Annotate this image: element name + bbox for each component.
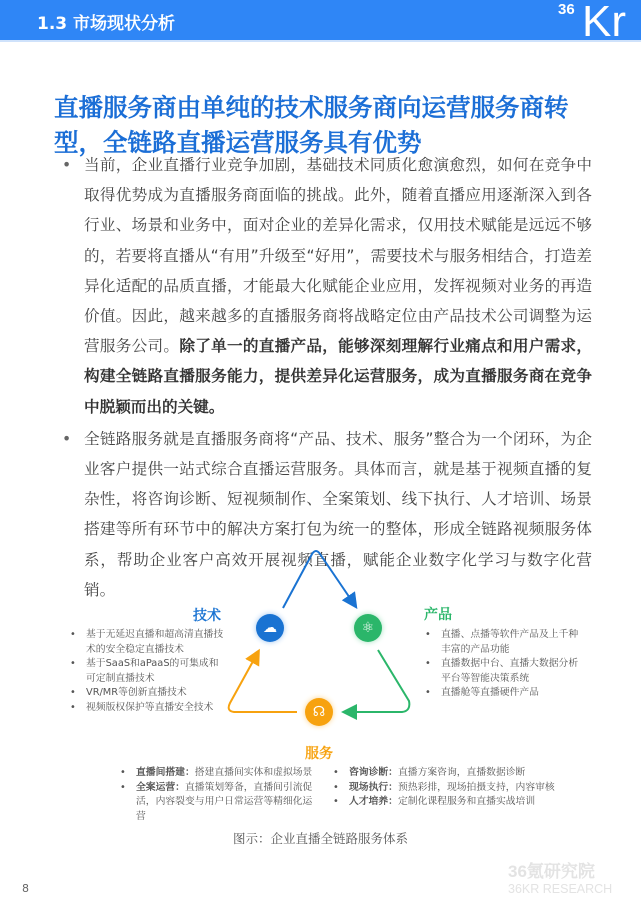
list-item: • 直播、点播等软件产品及上千种丰富的产品功能 bbox=[422, 628, 582, 657]
paragraph-2: • 全链路服务就是直播服务商将“产品、技术、服务”整合为一个闭环，为企业客户提供一站式综合直播运营服务。具体而言，就是基于视频直播的复杂性，将咨询诊断、短视频制作、全案策划、线下执行、人才培训、场景搭建等所有环节中的解决方案打包为统一的整体，形成全链路视频服务体系，帮助企业客户高效开展视频直播，赋能企业数字化学习与数字化营销。 bbox=[60, 424, 592, 605]
header-bar: 1.3 市场现状分析 36 Kr bbox=[0, 0, 641, 42]
list-item: • 咨询诊断：直播方案咨询，直播数据诊断 bbox=[330, 766, 560, 781]
list-item: • 现场执行：预热彩排，现场拍摄支持，内容审核 bbox=[330, 781, 560, 796]
product-heading: 产品 bbox=[424, 607, 452, 623]
tech-list bbox=[67, 628, 227, 715]
page-title: 直播服务商由单纯的技术服务商向运营服务商转型，全链路直播运营服务具有优势 bbox=[54, 93, 569, 157]
list-item: • 直播数据中台、直播大数据分析平台等智能决策系统 bbox=[422, 657, 582, 686]
cloud-icon: ☁ bbox=[256, 614, 284, 642]
list-item: • 基于SaaS和aPaaS的可集成和可定制直播技术 bbox=[67, 657, 227, 686]
atom-icon: ⚛ bbox=[354, 614, 382, 642]
arrow-product-to-service bbox=[347, 650, 409, 712]
paragraph-1: • 当前，企业直播行业竞争加剧，基础技术同质化愈演愈烈，如何在竞争中取得优势成为直播服务商面临的挑战。此外，随着直播应用逐渐深入到各行业、场景和业务中，面对企业的差异化需求，仅用技术赋能是远远不够的，若要将直播从“有用”升级至“好用”，需要技术与服务相结合，打造差异化适配的品质直播，才能最大化赋能企业应用，发挥视频对业务的再造价值。因此，越来越多的直播服务商将战略定位由产品技术公司调整为运营服务公司。除了单一的直播产品，能够深刻理解行业痛点和用户需求，构建全链路直播服务能力，提供差异化运营服务，成为直播服务商在竞争中脱颖而出的关键。 bbox=[60, 150, 592, 422]
service-list-left bbox=[117, 766, 317, 824]
list-item: • 基于无延迟直播和超高清直播技术的安全稳定直播技术 bbox=[67, 628, 227, 657]
product-list bbox=[422, 628, 582, 701]
section-title: 1.3 市场现状分析 bbox=[37, 14, 176, 34]
figure-caption: 图示：企业直播全链路服务体系 bbox=[232, 831, 408, 846]
list-item: • 全案运营：直播策划筹备，直播间引流促活，内容裂变与用户日常运营等精细化运营 bbox=[117, 781, 317, 825]
watermark: 36氪研究院 36KR RESEARCH bbox=[508, 862, 613, 896]
page-number: 8 bbox=[22, 882, 29, 895]
service-list-right bbox=[330, 766, 560, 810]
list-item: • 直播舱等直播硬件产品 bbox=[422, 686, 582, 701]
arrow-service-to-tech bbox=[229, 654, 297, 712]
arrow-tech-to-product bbox=[283, 551, 354, 608]
list-item: • VR/MR等创新直播技术 bbox=[67, 686, 227, 701]
list-item: • 直播间搭建：搭建直播间实体和虚拟场景 bbox=[117, 766, 317, 781]
list-item: • 人才培养：定制化课程服务和直播实战培训 bbox=[330, 795, 560, 810]
tech-heading: 技术 bbox=[193, 608, 221, 624]
headset-icon: ☊ bbox=[305, 698, 333, 726]
list-item: • 视频版权保护等直播安全技术 bbox=[67, 701, 227, 716]
service-heading: 服务 bbox=[305, 746, 333, 762]
